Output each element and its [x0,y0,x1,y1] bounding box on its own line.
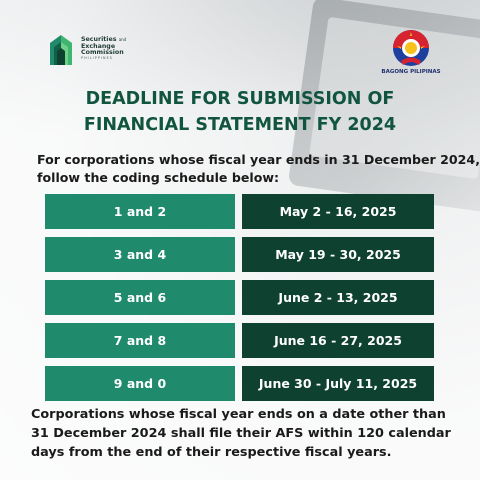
schedule-row [45,280,434,315]
schedule-code-cell: 3 and 4 [45,237,235,272]
schedule-row [45,323,434,358]
schedule-row [45,366,434,401]
schedule-code-cell: 5 and 6 [45,280,235,315]
sec-logo-and: and [118,37,127,43]
note-line2: 31 December 2024 shall file their AFS within 120 calendar [31,426,451,441]
sec-logo-line2: Exchange [81,42,116,50]
bagong-pilipinas-text: BAGONG PILIPINAS [381,69,441,75]
note-line1: Corporations whose fiscal year ends on a date other than [31,407,446,422]
schedule-date-cell: June 2 - 13, 2025 [242,280,434,315]
sec-logo-line3: Commission [81,49,124,56]
sec-logo-line4: PHILIPPINES [81,56,113,61]
intro-line1: For corporations whose fiscal year ends in 31 December 2024, [37,152,480,167]
schedule-date-cell: May 2 - 16, 2025 [242,194,434,229]
note-text [31,405,461,462]
schedule-code-cell: 9 and 0 [45,366,235,401]
title-line1: DEADLINE FOR SUBMISSION OF [85,89,395,109]
sec-logo [46,25,161,73]
schedule-date-cell: May 19 - 30, 2025 [242,237,434,272]
bagong-pilipinas-seal-icon [389,28,433,68]
intro-line2: follow the coding schedule below: [37,170,280,185]
sec-building-logo-icon [46,29,76,69]
intro-text [37,151,480,187]
schedule-date-cell: June 30 - July 11, 2025 [242,366,434,401]
schedule-row [45,194,434,229]
bagong-pilipinas-logo [382,28,440,84]
schedule-code-cell: 7 and 8 [45,323,235,358]
title-line2: FINANCIAL STATEMENT FY 2024 [83,115,397,135]
note-line3: days from the end of their respective fiscal years. [31,445,392,460]
sec-logo-line1: Securities [81,36,117,44]
schedule-date-cell: June 16 - 27, 2025 [242,323,434,358]
schedule-row [45,237,434,272]
schedule-code-cell: 1 and 2 [45,194,235,229]
